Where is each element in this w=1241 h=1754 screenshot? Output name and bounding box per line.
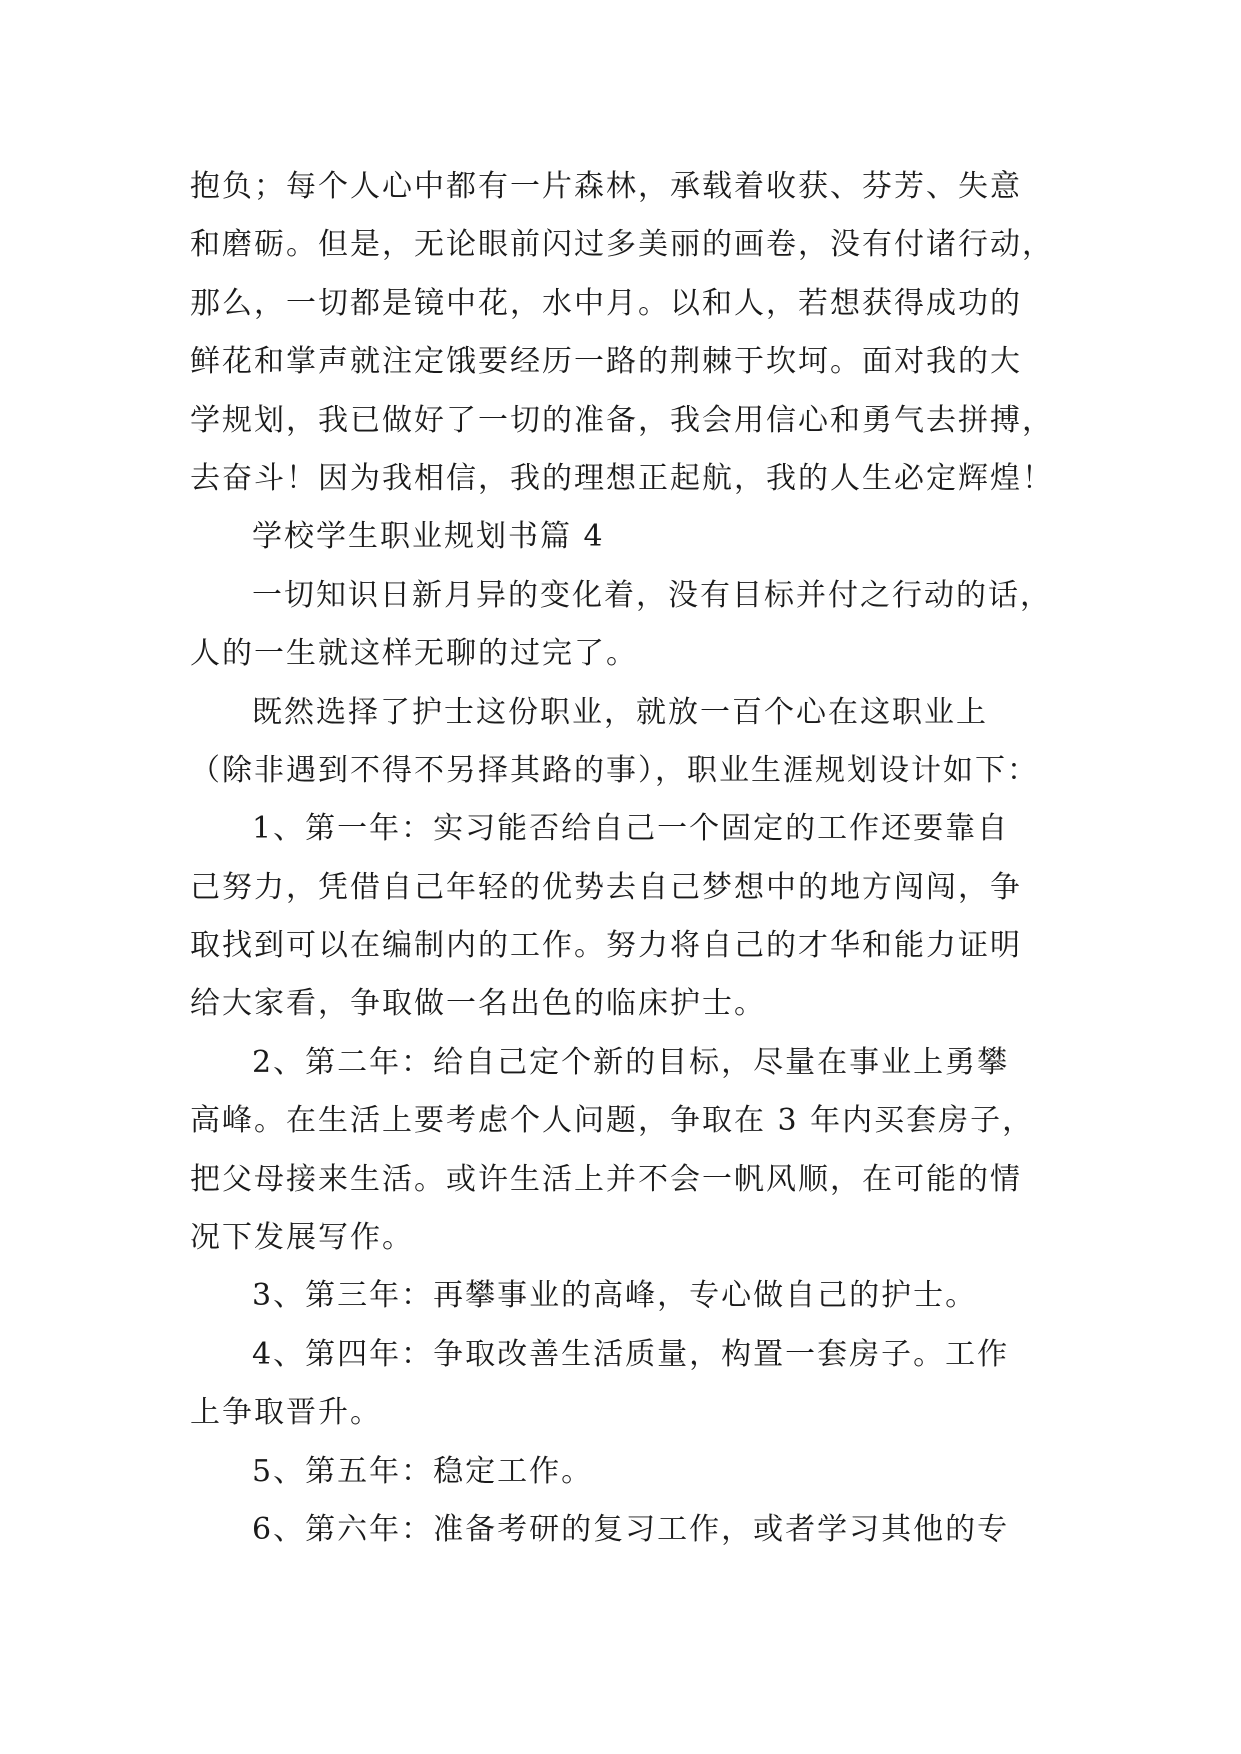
text-line: 学校学生职业规划书篇 4	[252, 519, 605, 555]
text-line: 那么，一切都是镜中花，水中月。以和人，若想获得成功的	[190, 285, 1022, 321]
text-line: 鲜花和掌声就注定饿要经历一路的荆棘于坎坷。面对我的大	[190, 344, 1022, 380]
text-line: 抱负；每个人心中都有一片森林，承载着收获、芬芳、失意	[190, 169, 1022, 204]
text-line: 高峰。在生活上要考虑个人问题，争取在 3 年内买套房子，	[190, 1103, 1035, 1139]
paragraph	[190, 1326, 1060, 1443]
paragraph	[190, 158, 1060, 508]
paragraph	[190, 800, 1060, 1034]
text-line: 4、第四年：争取改善生活质量，构置一套房子。工作	[252, 1336, 1010, 1372]
text-line: 况下发展写作。	[190, 1220, 414, 1256]
text-line: 取找到可以在编制内的工作。努力将自己的才华和能力证明	[190, 928, 1022, 964]
text-line: 把父母接来生活。或许生活上并不会一帆风顺，在可能的情	[190, 1161, 1022, 1197]
paragraph	[190, 1034, 1060, 1268]
paragraph	[190, 1501, 1060, 1559]
paragraph	[190, 508, 1060, 566]
text-line: 给大家看，争取做一名出色的临床护士。	[190, 986, 766, 1022]
text-line: 去奋斗！因为我相信，我的理想正起航，我的人生必定辉煌！	[190, 460, 1054, 496]
paragraph	[190, 567, 1060, 684]
paragraph	[190, 684, 1060, 801]
document-body	[190, 158, 1060, 1559]
text-line: 既然选择了护士这份职业，就放一百个心在这职业上	[252, 694, 988, 730]
paragraph	[190, 1267, 1060, 1325]
text-line: （除非遇到不得不另择其路的事），职业生涯规划设计如下：	[190, 752, 1039, 788]
text-line: 己努力，凭借自己年轻的优势去自己梦想中的地方闯闯，争	[190, 869, 1022, 905]
text-line: 一切知识日新月异的变化着，没有目标并付之行动的话，	[252, 577, 1052, 613]
text-line: 5、第五年：稳定工作。	[252, 1453, 594, 1489]
text-line: 人的一生就这样无聊的过完了。	[190, 636, 638, 672]
text-line: 学规划，我已做好了一切的准备，我会用信心和勇气去拼搏，	[190, 402, 1054, 438]
text-line: 6、第六年：准备考研的复习工作，或者学习其他的专	[252, 1511, 1010, 1547]
text-line: 和磨砺。但是，无论眼前闪过多美丽的画卷，没有付诸行动，	[190, 227, 1054, 263]
text-line: 3、第三年：再攀事业的高峰，专心做自己的护士。	[252, 1278, 978, 1314]
text-line: 1、第一年：实习能否给自己一个固定的工作还要靠自	[252, 811, 1010, 847]
paragraph	[190, 1443, 1060, 1501]
text-line: 2、第二年：给自己定个新的目标，尽量在事业上勇攀	[252, 1044, 1010, 1080]
text-line: 上争取晋升。	[190, 1395, 382, 1431]
